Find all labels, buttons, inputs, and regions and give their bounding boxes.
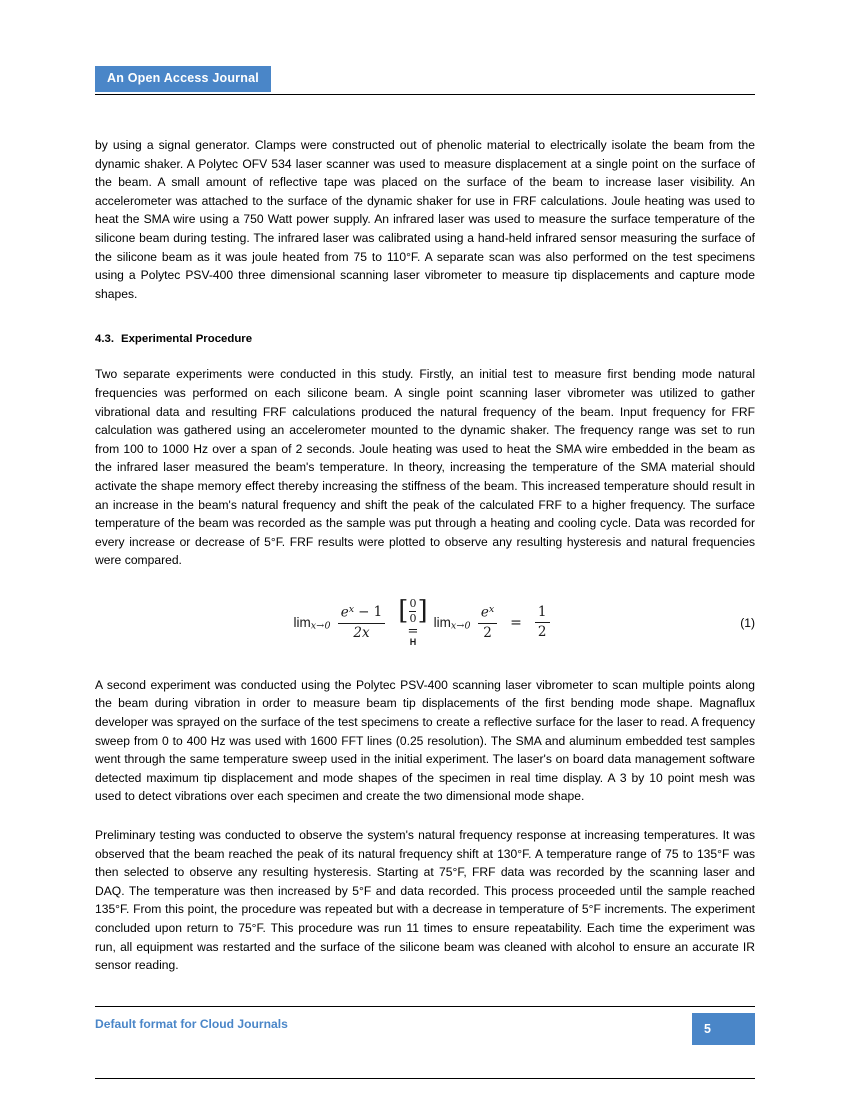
fraction-rhs-numerator: $e^x$ <box>480 604 495 621</box>
page-number-badge: 5 <box>692 1013 755 1045</box>
fraction-result-bar <box>535 622 550 623</box>
fraction-result-numerator: 1 <box>537 604 547 621</box>
equation-block-1 <box>95 592 755 654</box>
paragraph-intro-equipment: by using a signal generator. Clamps were constructed out of phenolic material to electrically isolate the beam from the dynamic shaker. A Polytec OFV 534 laser scanner was used to measure displacement at a single point on the surface of the beam. A small amount of reflective tape was placed on the surface of the beam to increase laser visibility. An accelerometer was attached to the surface of the dynamic shaker for use in FRF calculations. Joule heating was used to heat the SMA wire using a 750 Watt power supply. An infrared laser was used to measure the surface temperature of the silicone beam during testing. The infrared laser was calibrated using a hand-held infrared sensor measuring the surface of the silicone beam as it was joule heated from 75 to 110°F. A separate scan was also performed on the test specimens using a Polytec PSV-400 three dimensional scanning laser vibrometer to measure tip displacements and capture mode shapes. <box>95 138 755 301</box>
fraction-lhs <box>338 605 386 640</box>
fraction-lhs-numerator-rest: − 1 <box>358 604 383 621</box>
equals-sign-result: = <box>510 614 522 631</box>
lhopital-equality-stack <box>398 598 427 647</box>
document-content <box>95 96 755 975</box>
fraction-lhs-bar <box>338 623 386 624</box>
fraction-lhs-denominator: 2x <box>353 624 370 641</box>
indeterminate-fraction <box>408 598 417 624</box>
footer-row <box>95 1007 755 1045</box>
equation-number: (1) <box>740 615 755 630</box>
limit-subscript-left: x→0 <box>310 620 331 632</box>
journal-badge: An Open Access Journal <box>95 66 271 92</box>
page-footer <box>95 1006 755 1045</box>
section-title: Experimental Procedure <box>121 333 253 346</box>
footer-journal-title: Default format for Cloud Journals <box>95 1017 288 1031</box>
paragraph-preliminary-testing: Preliminary testing was conducted to observe the system's natural frequency response at increasing temperatures. It was observed that the beam reached the peak of its natural frequency shift at 130°F. A temperature range of 75 to 135°F was then selected to observe any resulting hysteresis. Starting at 75°F, FRF data was recorded by the scanning laser and DAQ. The temperature was then increased by 5°F and data recorded. This process proceeded until the sample reached 135°F. From this point, the procedure was repeated but with a decrease in temperature of 5°F increments. The experiment concluded upon return to 75°F. This procedure was run 11 times to ensure repeatability. Each time the experiment was run, all equipment was restarted and the surface of the silicone beam was cleaned with alcohol to ensure an accurate IR sensor reading. <box>95 828 755 973</box>
equation-content <box>95 592 755 654</box>
indeterminate-form <box>398 596 428 627</box>
limit-operator-right: limx→0 <box>433 614 471 632</box>
bracket-right: ] <box>417 596 428 627</box>
fraction-result-denominator: 2 <box>537 624 547 641</box>
equals-sign-lhopital: = <box>407 624 419 640</box>
indeterminate-denominator: 0 <box>409 611 417 625</box>
limit-subscript-right: x→0 <box>450 620 471 632</box>
bracket-left: [ <box>398 596 409 627</box>
paragraph-two-experiments: Two separate experiments were conducted in this study. Firstly, an initial test to measure first bending mode natural frequencies was performed on each silicone beam. A single point scanning laser vibrometer was utilized to gather vibrational data and resulting FRF calculations produced the natural frequency of the beam. Input frequency for FRF calculation was gathered using an accelerometer mounted to the dynamic shaker. The frequency range was set to run from 100 to 1000 Hz over a span of 2 seconds. Joule heating was used to heat the SMA wire embedded in the beam as the infrared laser measured the beam's temperature. In theory, increasing the temperature of the SMA material should activate the shape memory effect thereby increasing the stiffness of the beam. This increased temperature should result in an increase in the beam's natural frequency and shift the peak of the calculated FRF to a higher frequency. The surface temperature of the beam was recorded as the sample was put through a heating and cooling cycle. Data was recorded for every increase or decrease of 5°F. FRF results were plotted to observe any resulting hysteresis and natural frequencies were compared. <box>95 367 755 568</box>
lhopital-rule-label: H <box>409 637 417 648</box>
fraction-rhs-bar <box>478 623 497 624</box>
limit-operator-left: limx→0 <box>293 614 331 632</box>
bottom-divider <box>95 1078 755 1079</box>
fraction-result <box>535 605 550 640</box>
section-number: 4.3. <box>95 333 114 346</box>
equation-expression <box>294 598 557 647</box>
page-header <box>95 0 755 96</box>
fraction-lhs-numerator: $e^x - 1$ <box>340 604 383 621</box>
header-divider <box>95 94 755 95</box>
indeterminate-numerator: 0 <box>409 597 417 611</box>
fraction-rhs-denominator: 2 <box>483 624 492 641</box>
paragraph-second-experiment: A second experiment was conducted using the Polytec PSV-400 scanning laser vibrometer to scan multiple points along the beam during vibration in order to measure beam tip displacements of the first bending mode shape. Magnaflux developer was sprayed on the surface of the test specimens to create a reflective surface for the laser to read. A frequency sweep from 0 to 400 Hz was used with 1600 FFT lines (0.25 resolution). The SMA and aluminum embedded test samples went through the same temperature sweep used in the initial experiment. The laser's on board data management software detected maximum tip displacement and mode shapes of the specimen in real time display. A 3 by 10 point mesh was used to detect vibrations over each specimen and create the two dimensional mode shape. <box>95 677 755 804</box>
fraction-rhs <box>478 605 497 640</box>
section-heading-experimental-procedure <box>95 333 755 345</box>
